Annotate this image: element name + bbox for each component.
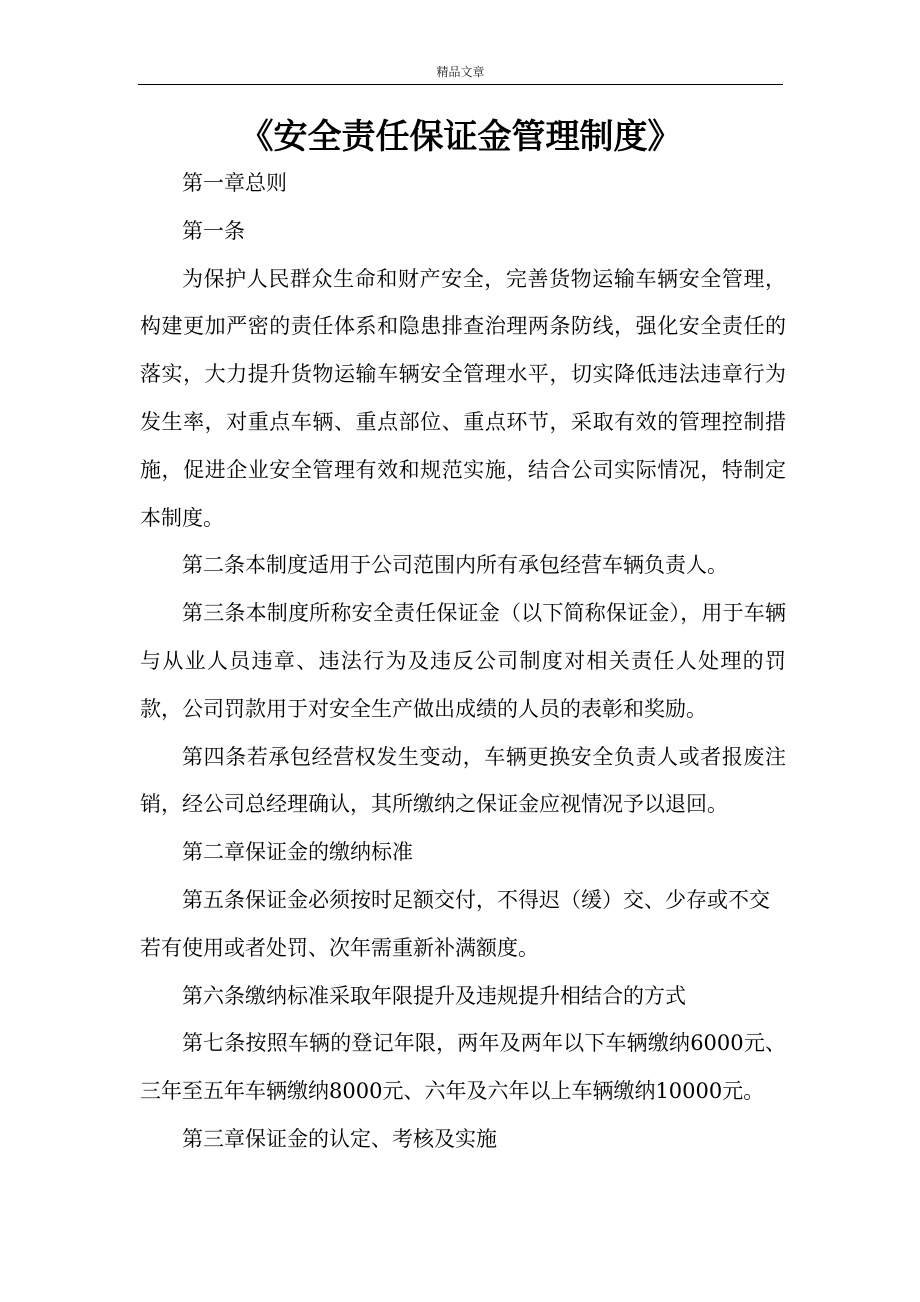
chapter-heading-1: 第一章总则 — [182, 171, 287, 195]
article-4-paragraph: 第四条若承包经营权发生变动，车辆更换安全负责人或者报废注销，经公司总经理确认，其所缴纳之保证金应视情况予以退回。 — [140, 744, 786, 817]
article-6-paragraph: 第六条缴纳标准采取年限提升及违规提升相结合的方式 — [182, 983, 686, 1008]
article-5-continuation: 若有使用或者处罚、次年需重新补满额度。 — [140, 935, 539, 960]
header-rule — [138, 84, 783, 85]
chapter-heading-3: 第三章保证金的认定、考核及实施 — [182, 1126, 497, 1151]
page-header: 精品文章 — [436, 65, 485, 79]
article-2-paragraph: 第二条本制度适用于公司范围内所有承包经营车辆负责人。 — [182, 553, 728, 578]
chapter-heading-2: 第二章保证金的缴纳标准 — [182, 840, 413, 865]
article-5-paragraph: 第五条保证金必须按时足额交付，不得迟（缓）交、少存或不交 — [182, 887, 770, 912]
document-body — [140, 160, 786, 1164]
article-heading-1: 第一条 — [182, 218, 245, 243]
document-title: 《安全责任保证金管理制度》 — [239, 117, 682, 157]
article-7-paragraph: 第七条按照车辆的登记年限，两年及两年以下车辆缴纳6000元、三年至五年车辆缴纳8000元、六年及六年以上车辆缴纳10000元。 — [140, 1031, 786, 1104]
article-1-paragraph: 为保护人民群众生命和财产安全，完善货物运输车辆安全管理，构建更加严密的责任体系和隐患排查治理两条防线，强化安全责任的落实，大力提升货物运输车辆安全管理水平，切实降低违法违章行为发生率，对重点车辆、重点部位、重点环节，采取有效的管理控制措施，促进企业安全管理有效和规范实施，结合公司实际情况，特制定本制度。 — [140, 266, 786, 530]
article-3-paragraph: 第三条本制度所称安全责任保证金（以下简称保证金），用于车辆与从业人员违章、违法行为及违反公司制度对相关责任人处理的罚款，公司罚款用于对安全生产做出成绩的人员的表彰和奖励。 — [140, 601, 786, 721]
